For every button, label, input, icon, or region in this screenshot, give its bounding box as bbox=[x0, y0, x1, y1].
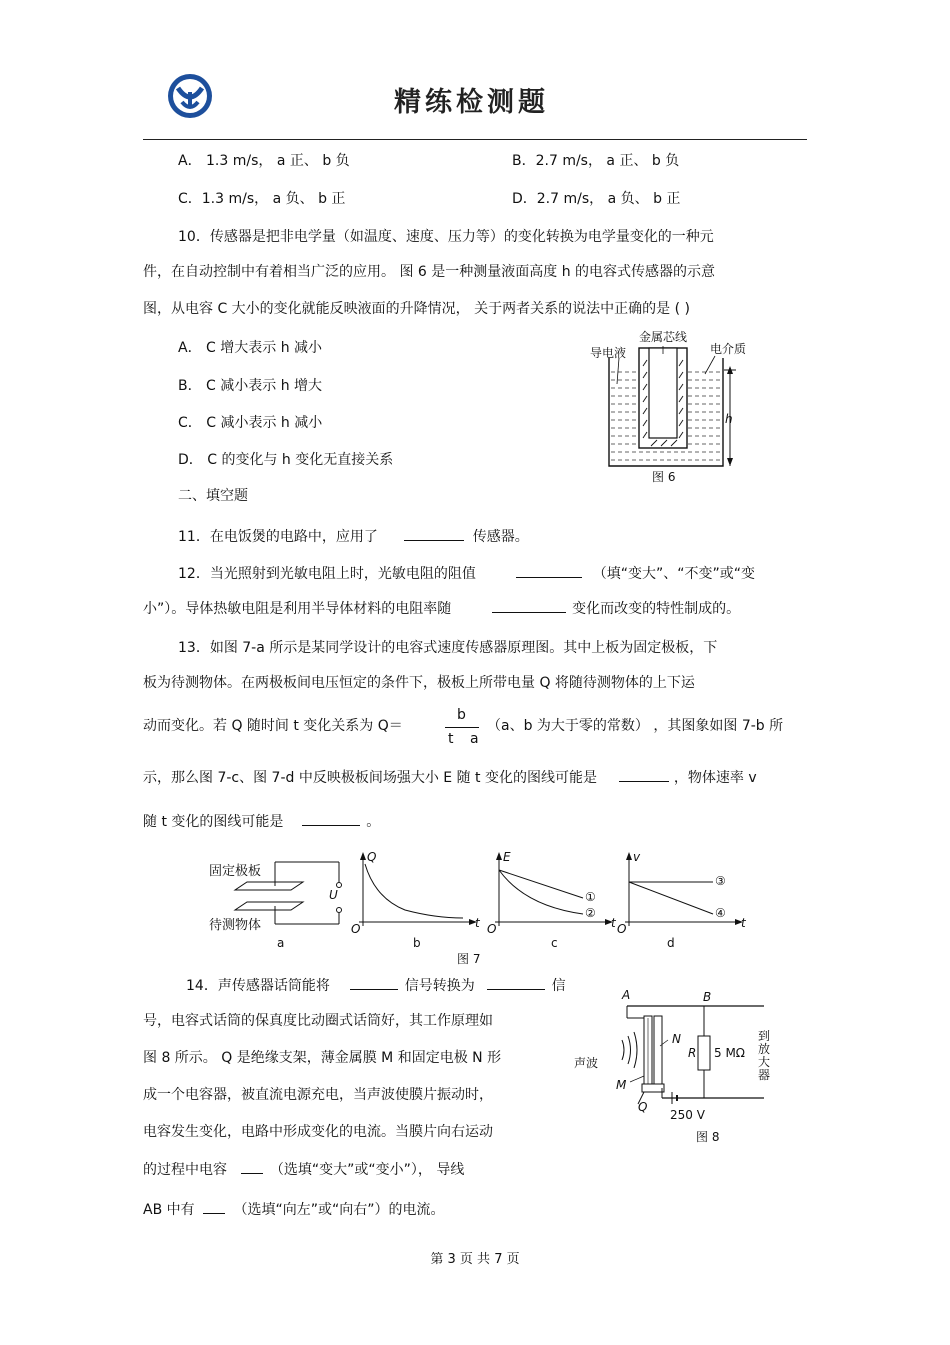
fig8-amp-char-4: 器 bbox=[758, 1068, 771, 1082]
q14-text-6a: 的过程中电容 bbox=[143, 1162, 227, 1178]
q14-blank-4[interactable] bbox=[203, 1199, 225, 1214]
fig7-sub-d: d bbox=[667, 936, 675, 950]
q9-option-b: B．2.7 m/s， a 正、 b 负 bbox=[512, 153, 680, 169]
q14-line-2: 号，电容式话筒的保真度比动圈式话筒好，其工作原理如 bbox=[143, 1013, 493, 1029]
fig8-label-m: M bbox=[616, 1078, 627, 1092]
fig7-sub-b: b bbox=[413, 936, 421, 950]
q13-fraction-bar bbox=[445, 727, 479, 728]
q14-blank-3[interactable] bbox=[241, 1159, 263, 1174]
q14-blank-2[interactable] bbox=[487, 975, 545, 990]
fig8-caption: 图 8 bbox=[696, 1130, 720, 1144]
q13-text-4a: 示，那么图 7-c、图 7-d 中反映极板间场强大小 E 随 t 变化的图线可能是 bbox=[143, 770, 597, 786]
fig6-label-liquid: 导电液 bbox=[590, 346, 627, 360]
fig8-label-r: R bbox=[688, 1046, 697, 1060]
q10-option-b: B． C 减小表示 h 增大 bbox=[178, 378, 323, 394]
fig6-label-dielectric: 电介质 bbox=[710, 342, 747, 356]
q13-text-5b: 。 bbox=[366, 814, 381, 830]
q13-line-4 bbox=[143, 767, 757, 788]
q11-blank[interactable] bbox=[404, 526, 464, 541]
page-title: 精练检测题 bbox=[394, 87, 549, 118]
q13-fraction-den-t: t bbox=[448, 731, 454, 747]
figure-6 bbox=[585, 326, 765, 486]
fig8-label-voltage: 250 V bbox=[670, 1108, 705, 1122]
fig7-sub-c: c bbox=[551, 936, 558, 950]
q12-blank-2[interactable] bbox=[492, 598, 566, 613]
q12-text-2: （填“变大”、“不变”或“变 bbox=[592, 566, 755, 582]
header-rule bbox=[143, 139, 807, 140]
fig7d-origin: O bbox=[617, 922, 627, 936]
fig7c-axis-t: t bbox=[611, 916, 616, 930]
q11-text-post: 传感器。 bbox=[472, 529, 529, 545]
q13-line-2: 板为待测物体。在两极板间电压恒定的条件下，极板上所带电量 Q 将随待测物体的上下运 bbox=[143, 675, 695, 691]
logo-icon bbox=[166, 72, 214, 120]
q13-text-4b: ，物体速率 v bbox=[673, 770, 757, 786]
fig8-label-a: A bbox=[622, 988, 631, 1002]
q14-line-7 bbox=[143, 1199, 445, 1220]
fig7-sub-a: a bbox=[277, 936, 285, 950]
fig8-label-q: Q bbox=[638, 1100, 648, 1114]
fig7c-origin: O bbox=[487, 922, 497, 936]
fig8-label-b: B bbox=[703, 990, 712, 1004]
q9-option-a: A． 1.3 m/s， a 正、 b 负 bbox=[178, 153, 350, 169]
q13-line-1: 13．如图 7-a 所示是某同学设计的电容式速度传感器原理图。其中上板为固定极板，下 bbox=[178, 640, 718, 656]
fig6-caption: 图 6 bbox=[652, 470, 676, 484]
q14-line-1 bbox=[186, 975, 566, 996]
fig7c-axis-e: E bbox=[503, 850, 511, 864]
fig7-label-u: U bbox=[329, 888, 338, 902]
fig7d-axis-t: t bbox=[741, 916, 746, 930]
q13-line-5 bbox=[143, 811, 380, 832]
q13-blank-1[interactable] bbox=[619, 767, 669, 782]
q12-line-2 bbox=[143, 598, 740, 619]
fig7-label-object: 待测物体 bbox=[209, 918, 262, 933]
fig7-label-fixed: 固定极板 bbox=[209, 864, 262, 879]
q11-text-pre: 11．在电饭煲的电路中，应用了 bbox=[178, 529, 378, 545]
fig6-label-h: h bbox=[725, 412, 733, 426]
q12-text-1: 12．当光照射到光敏电阻上时，光敏电阻的阻值 bbox=[178, 566, 476, 582]
fig8-label-resistance: 5 MΩ bbox=[714, 1046, 745, 1060]
q14-text-7a: AB 中有 bbox=[143, 1202, 195, 1218]
fig7-caption: 图 7 bbox=[457, 952, 481, 966]
q14-line-4: 成一个电容器，被直流电源充电，当声波使膜片振动时， bbox=[143, 1087, 493, 1103]
q14-line-6 bbox=[143, 1159, 464, 1180]
q12-text-3: 小”）。导体热敏电阻是利用半导体材料的电阻率随 bbox=[143, 601, 452, 617]
q14-line-3: 图 8 所示。 Q 是绝缘支架，薄金属膜 M 和固定电极 N 形 bbox=[143, 1050, 502, 1066]
fig7d-axis-v: v bbox=[633, 850, 641, 864]
fig7d-curve-3: ③ bbox=[715, 874, 726, 888]
fig8-label-sound: 声波 bbox=[574, 1056, 599, 1070]
q9-option-d: D．2.7 m/s， a 负、 b 正 bbox=[512, 191, 681, 207]
q14-blank-1[interactable] bbox=[350, 975, 398, 990]
figure-7 bbox=[205, 850, 765, 968]
q13-blank-2[interactable] bbox=[302, 811, 360, 826]
q11 bbox=[178, 526, 529, 547]
q14-text-6b: （选填“变大”或“变小”）， 导线 bbox=[269, 1162, 465, 1178]
q14-text-1c: 信 bbox=[551, 978, 566, 994]
q10-option-d: D． C 的变化与 h 变化无直接关系 bbox=[178, 452, 394, 468]
fig8-label-amplifier bbox=[758, 1030, 770, 1082]
q10-option-a: A． C 增大表示 h 减小 bbox=[178, 340, 323, 356]
q10-line-1: 10．传感器是把非电学量（如温度、速度、压力等）的变化转换为电学量变化的一种元 bbox=[178, 229, 714, 245]
q14-text-1b: 信号转换为 bbox=[404, 978, 475, 994]
q12-blank-1[interactable] bbox=[516, 563, 582, 578]
page-footer: 第 3 页 共 7 页 bbox=[430, 1252, 520, 1267]
fig8-amp-char-2: 放 bbox=[758, 1042, 771, 1056]
q13-fraction-numerator: b bbox=[457, 707, 466, 723]
fig7b-origin: O bbox=[351, 922, 361, 936]
figure-8 bbox=[572, 988, 782, 1148]
q14-text-7b: （选填“向左”或“向右”）的电流。 bbox=[233, 1202, 445, 1218]
fig6-label-core: 金属芯线 bbox=[639, 330, 688, 344]
fig7b-axis-t: t bbox=[475, 916, 480, 930]
q13-line-3-post: （a、b 为大于零的常数） ，其图象如图 7-b 所 bbox=[487, 718, 784, 734]
fig7d-curve-4: ④ bbox=[715, 906, 726, 920]
fig8-label-n: N bbox=[672, 1032, 681, 1046]
q10-line-2: 件，在自动控制中有着相当广泛的应用。 图 6 是一种测量液面高度 h 的电容式传感器的示意 bbox=[143, 264, 716, 280]
q13-line-3-pre: 动而变化。若 Q 随时间 t 变化关系为 Q＝ bbox=[143, 718, 403, 734]
fig7b-axis-q: Q bbox=[367, 850, 377, 864]
fig8-amp-char-3: 大 bbox=[758, 1055, 771, 1069]
fig7c-curve-2: ② bbox=[585, 906, 596, 920]
q13-text-5a: 随 t 变化的图线可能是 bbox=[143, 814, 284, 830]
q14-line-5: 电容发生变化，电路中形成变化的电流。当膜片向右运动 bbox=[143, 1124, 493, 1140]
q10-line-3: 图，从电容 C 大小的变化就能反映液面的升降情况， 关于两者关系的说法中正确的是 ( ) bbox=[143, 301, 690, 317]
q12-text-4: 变化而改变的特性制成的。 bbox=[572, 601, 741, 617]
q14-text-1a: 14．声传感器话筒能将 bbox=[186, 978, 330, 994]
q12-line-1 bbox=[178, 563, 755, 584]
section-heading: 二、填空题 bbox=[178, 488, 248, 504]
q9-option-c: C．1.3 m/s， a 负、 b 正 bbox=[178, 191, 346, 207]
fig7c-curve-1: ① bbox=[585, 890, 596, 904]
fig8-amp-char-1: 到 bbox=[758, 1029, 771, 1043]
q13-fraction-den-a: a bbox=[470, 731, 479, 747]
q10-option-c: C． C 减小表示 h 减小 bbox=[178, 415, 323, 431]
